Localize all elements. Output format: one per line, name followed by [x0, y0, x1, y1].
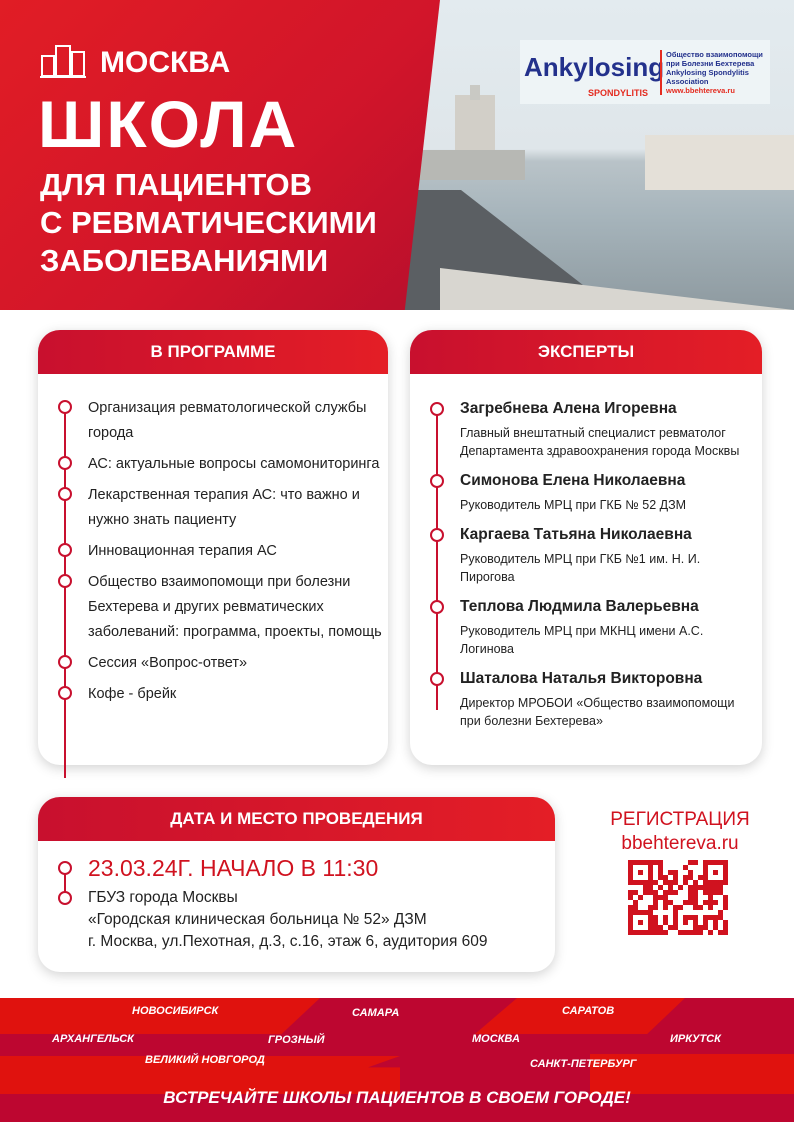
event-hospital: «Городская клиническая больница № 52» ДЗМ	[88, 911, 427, 928]
timeline-dot	[58, 655, 72, 669]
expert-role: Директор МРОБОИ «Общество взаимопомощи при болезни Бехтерева»	[460, 696, 735, 728]
program-title: В ПРОГРАММЕ	[38, 330, 388, 374]
program-item-text: АС: актуальные вопросы самомониторинга	[88, 456, 380, 472]
timeline-dot	[58, 400, 72, 414]
footer-city: САРАТОВ	[562, 1005, 615, 1017]
footer-band	[0, 998, 794, 1122]
footer-city: ИРКУТСК	[670, 1033, 721, 1045]
page-title: ШКОЛА	[38, 87, 299, 161]
experts-list	[410, 374, 762, 730]
program-item	[38, 570, 388, 645]
footer-slogan: ВСТРЕЧАЙТЕ ШКОЛЫ ПАЦИЕНТОВ В СВОЕМ ГОРОДЕ!	[163, 1088, 631, 1107]
subtitle-line: ЗАБОЛЕВАНИЯМИ	[40, 243, 329, 278]
logo-info-line: при Болезни Бехтерева	[666, 59, 755, 68]
expert-name: Симонова Елена Николаевна	[460, 472, 686, 489]
footer-city: САНКТ-ПЕТЕРБУРГ	[530, 1058, 637, 1070]
expert-item	[410, 668, 752, 730]
expert-item	[410, 524, 752, 586]
timeline-dot	[58, 487, 72, 501]
event-card	[38, 797, 555, 972]
footer-city: МОСКВА	[472, 1033, 520, 1045]
expert-role: Руководитель МРЦ при ГКБ №1 им. Н. И. Пирогова	[460, 552, 701, 584]
registration-link[interactable]: bbehtereva.ru	[621, 833, 739, 854]
logo-info	[660, 50, 763, 95]
association-logo	[520, 40, 770, 104]
expert-name: Каргаева Татьяна Николаевна	[460, 526, 692, 543]
experts-title: ЭКСПЕРТЫ	[410, 330, 762, 374]
timeline-dot	[430, 402, 444, 416]
timeline-dot	[430, 672, 444, 686]
logo-info-line: Ankylosing Spondylitis	[666, 68, 749, 77]
footer-city: НОВОСИБИРСК	[132, 1005, 219, 1017]
program-item-text: Инновационная терапия АС	[88, 543, 277, 559]
event-location	[38, 887, 555, 953]
timeline-dot	[58, 686, 72, 700]
program-item	[38, 452, 388, 477]
event-when: 23.03.24Г. НАЧАЛО В 11:30	[88, 855, 379, 881]
program-item-text: Организация ревматологической службы города	[88, 400, 367, 441]
page-subtitle	[40, 166, 377, 280]
expert-name: Теплова Людмила Валерьевна	[460, 598, 699, 615]
program-item	[38, 396, 388, 446]
footer-city: АРХАНГЕЛЬСК	[52, 1033, 134, 1045]
city-label: МОСКВА	[100, 46, 231, 79]
footer-city: ВЕЛИКИЙ НОВГОРОД	[145, 1054, 265, 1066]
subtitle-line: ДЛЯ ПАЦИЕНТОВ	[40, 167, 313, 202]
footer-city: САМАРА	[352, 1007, 400, 1019]
logo-name: Ankylosing	[524, 52, 665, 82]
program-item-text: Кофе - брейк	[88, 686, 177, 702]
logo-url: www.bbehtereva.ru	[666, 86, 735, 95]
expert-item	[410, 398, 752, 460]
program-item	[38, 483, 388, 533]
event-date	[38, 853, 555, 883]
logo-sub: SPONDYLITIS	[588, 88, 649, 98]
program-item	[38, 651, 388, 676]
expert-item	[410, 470, 752, 514]
footer-city: ГРОЗНЫЙ	[268, 1034, 325, 1046]
timeline-dot	[58, 543, 72, 557]
program-item	[38, 539, 388, 564]
hero-banner	[0, 0, 794, 310]
expert-role: Руководитель МРЦ при МКНЦ имени А.С. Логинова	[460, 624, 704, 656]
program-card	[38, 330, 388, 765]
logo-info-line: Общество взаимопомощи	[666, 50, 763, 59]
event-address: г. Москва, ул.Пехотная, д.3, с.16, этаж 6, аудитория 609	[88, 933, 488, 950]
program-item-text: Общество взаимопомощи при болезни Бехтерева и других ревматических заболеваний: программа, проекты, помощь	[88, 574, 382, 640]
timeline-dot	[58, 456, 72, 470]
expert-role: Руководитель МРЦ при ГКБ № 52 ДЗМ	[460, 498, 687, 512]
experts-card	[410, 330, 762, 765]
registration	[590, 808, 770, 856]
program-list	[38, 374, 388, 707]
subtitle-line: С РЕВМАТИЧЕСКИМИ	[40, 205, 377, 240]
event-org: ГБУЗ города Москвы	[88, 889, 238, 906]
timeline-dot	[430, 474, 444, 488]
expert-item	[410, 596, 752, 658]
program-item-text: Лекарственная терапия АС: что важно и нужно знать пациенту	[88, 487, 360, 528]
timeline-dot	[430, 528, 444, 542]
expert-role: Главный внештатный специалист ревматолог Департамента здравоохранения города Москвы	[460, 426, 740, 458]
logo-info-line: Association	[666, 77, 709, 86]
timeline-dot	[58, 574, 72, 588]
city-buildings-icon	[40, 42, 86, 78]
program-item-text: Сессия «Вопрос-ответ»	[88, 655, 248, 671]
program-item	[38, 682, 388, 707]
expert-name: Загребнева Алена Игоревна	[460, 400, 677, 417]
event-title: ДАТА И МЕСТО ПРОВЕДЕНИЯ	[38, 797, 555, 841]
timeline-dot	[430, 600, 444, 614]
registration-qr-code[interactable]	[628, 860, 728, 935]
expert-name: Шаталова Наталья Викторовна	[460, 670, 703, 687]
registration-label: РЕГИСТРАЦИЯ	[610, 809, 750, 830]
